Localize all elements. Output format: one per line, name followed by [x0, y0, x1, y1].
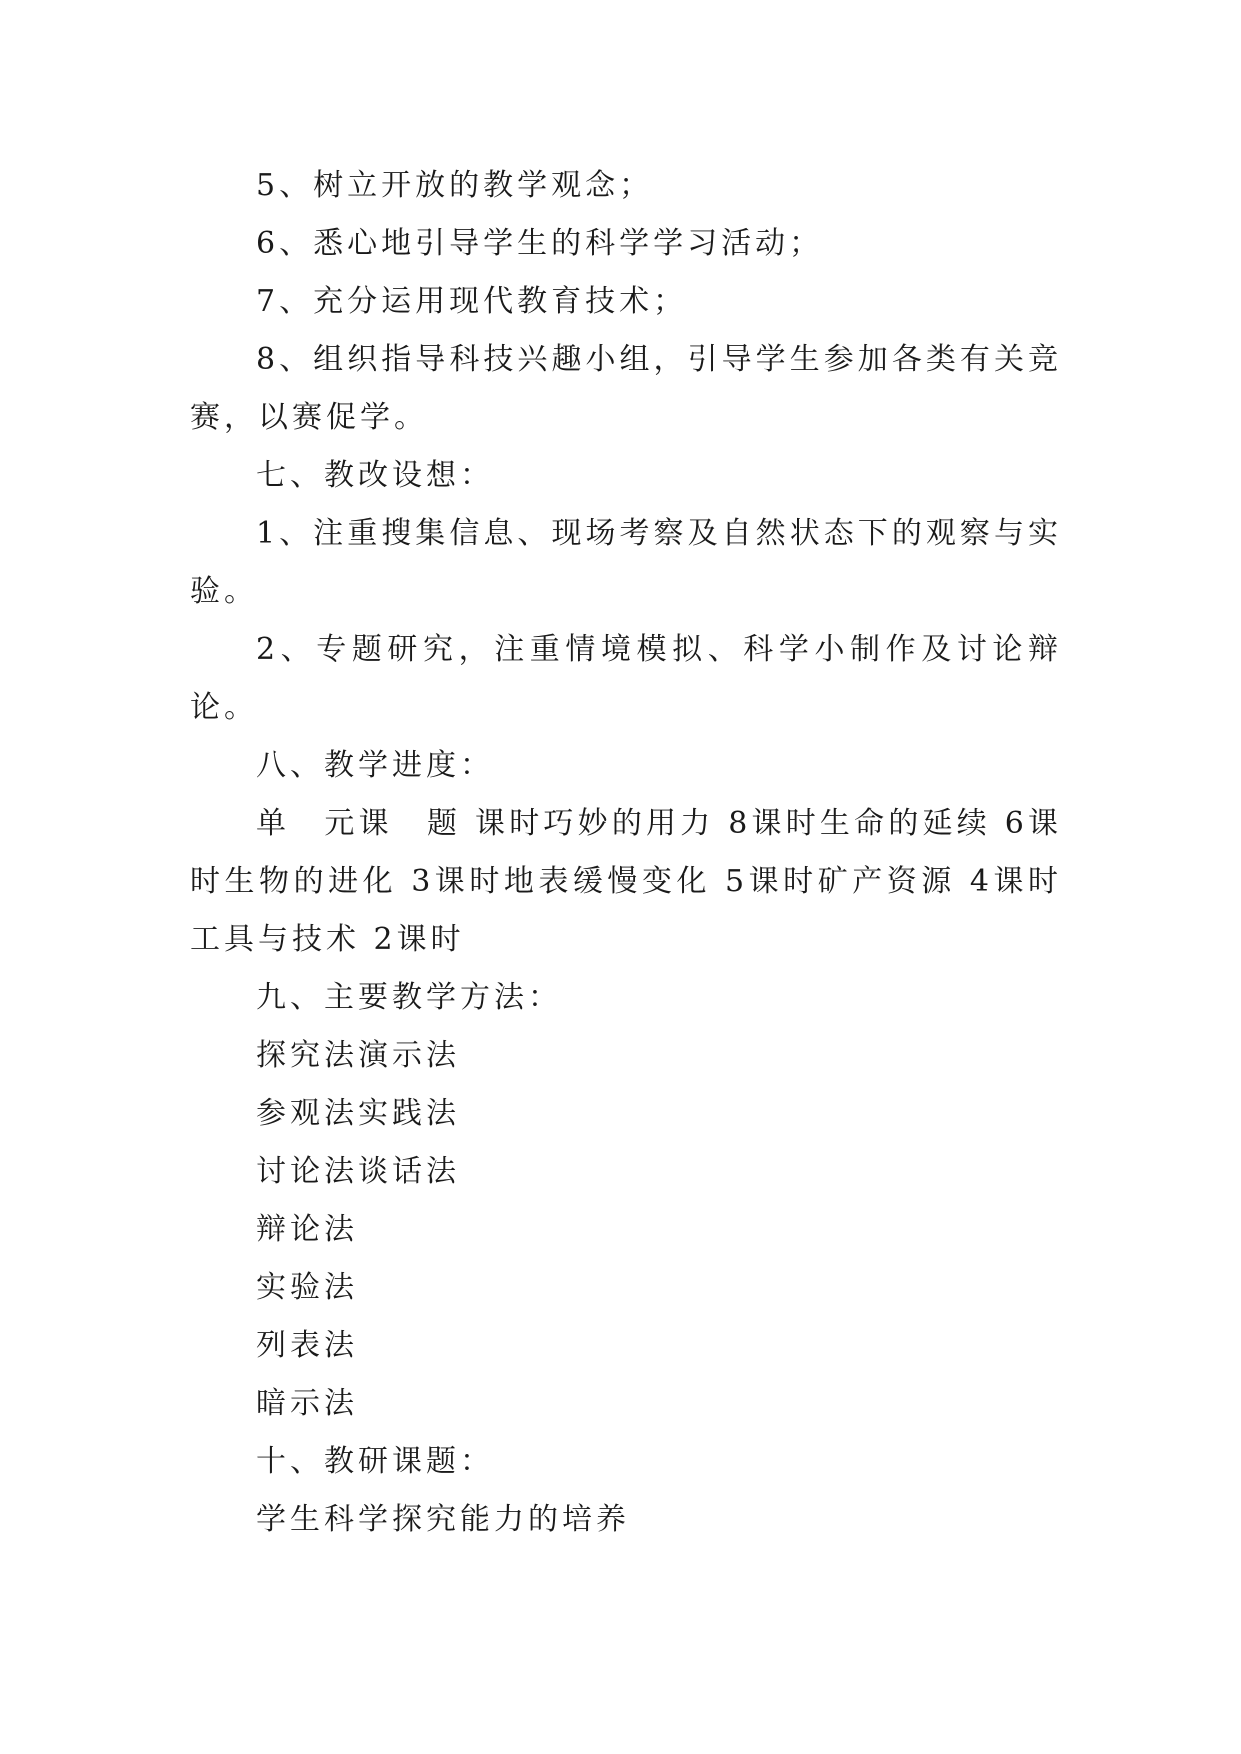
method-item: 暗示法 [256, 1386, 358, 1421]
paragraph-schedule: 单 元课 题 课时巧妙的用力 8课时生命的延续 6课时生物的进化 3课时地表缓慢变化 5课时矿产资源 4课时工具与技术 2课时 [190, 806, 1062, 957]
paragraph-reform-2: 2、专题研究，注重情境模拟、科学小制作及讨论辩论。 [190, 632, 1062, 725]
paragraph-reform-1: 1、注重搜集信息、现场考察及自然状态下的观察与实验。 [190, 516, 1062, 609]
method-item: 辩论法 [256, 1212, 358, 1247]
method-item: 参观法实践法 [256, 1096, 460, 1131]
section-heading-reform: 七、教改设想： [256, 458, 494, 493]
section-heading-schedule: 八、教学进度： [256, 748, 494, 783]
section-heading-methods: 九、主要教学方法： [256, 980, 562, 1015]
paragraph-item-8: 8、组织指导科技兴趣小组，引导学生参加各类有关竞赛，以赛促学。 [190, 342, 1062, 435]
paragraph-item-5: 5、树立开放的教学观念； [256, 168, 654, 203]
section-heading-research: 十、教研课题： [256, 1444, 494, 1479]
paragraph-item-6: 6、悉心地引导学生的科学学习活动； [256, 226, 824, 261]
paragraph-item-7: 7、充分运用现代教育技术； [256, 284, 688, 319]
method-item: 实验法 [256, 1270, 358, 1305]
document-body [190, 157, 1062, 1549]
research-topic: 学生科学探究能力的培养 [256, 1502, 630, 1537]
method-item: 探究法演示法 [256, 1038, 460, 1073]
method-item: 讨论法谈话法 [256, 1154, 460, 1189]
method-item: 列表法 [256, 1328, 358, 1363]
